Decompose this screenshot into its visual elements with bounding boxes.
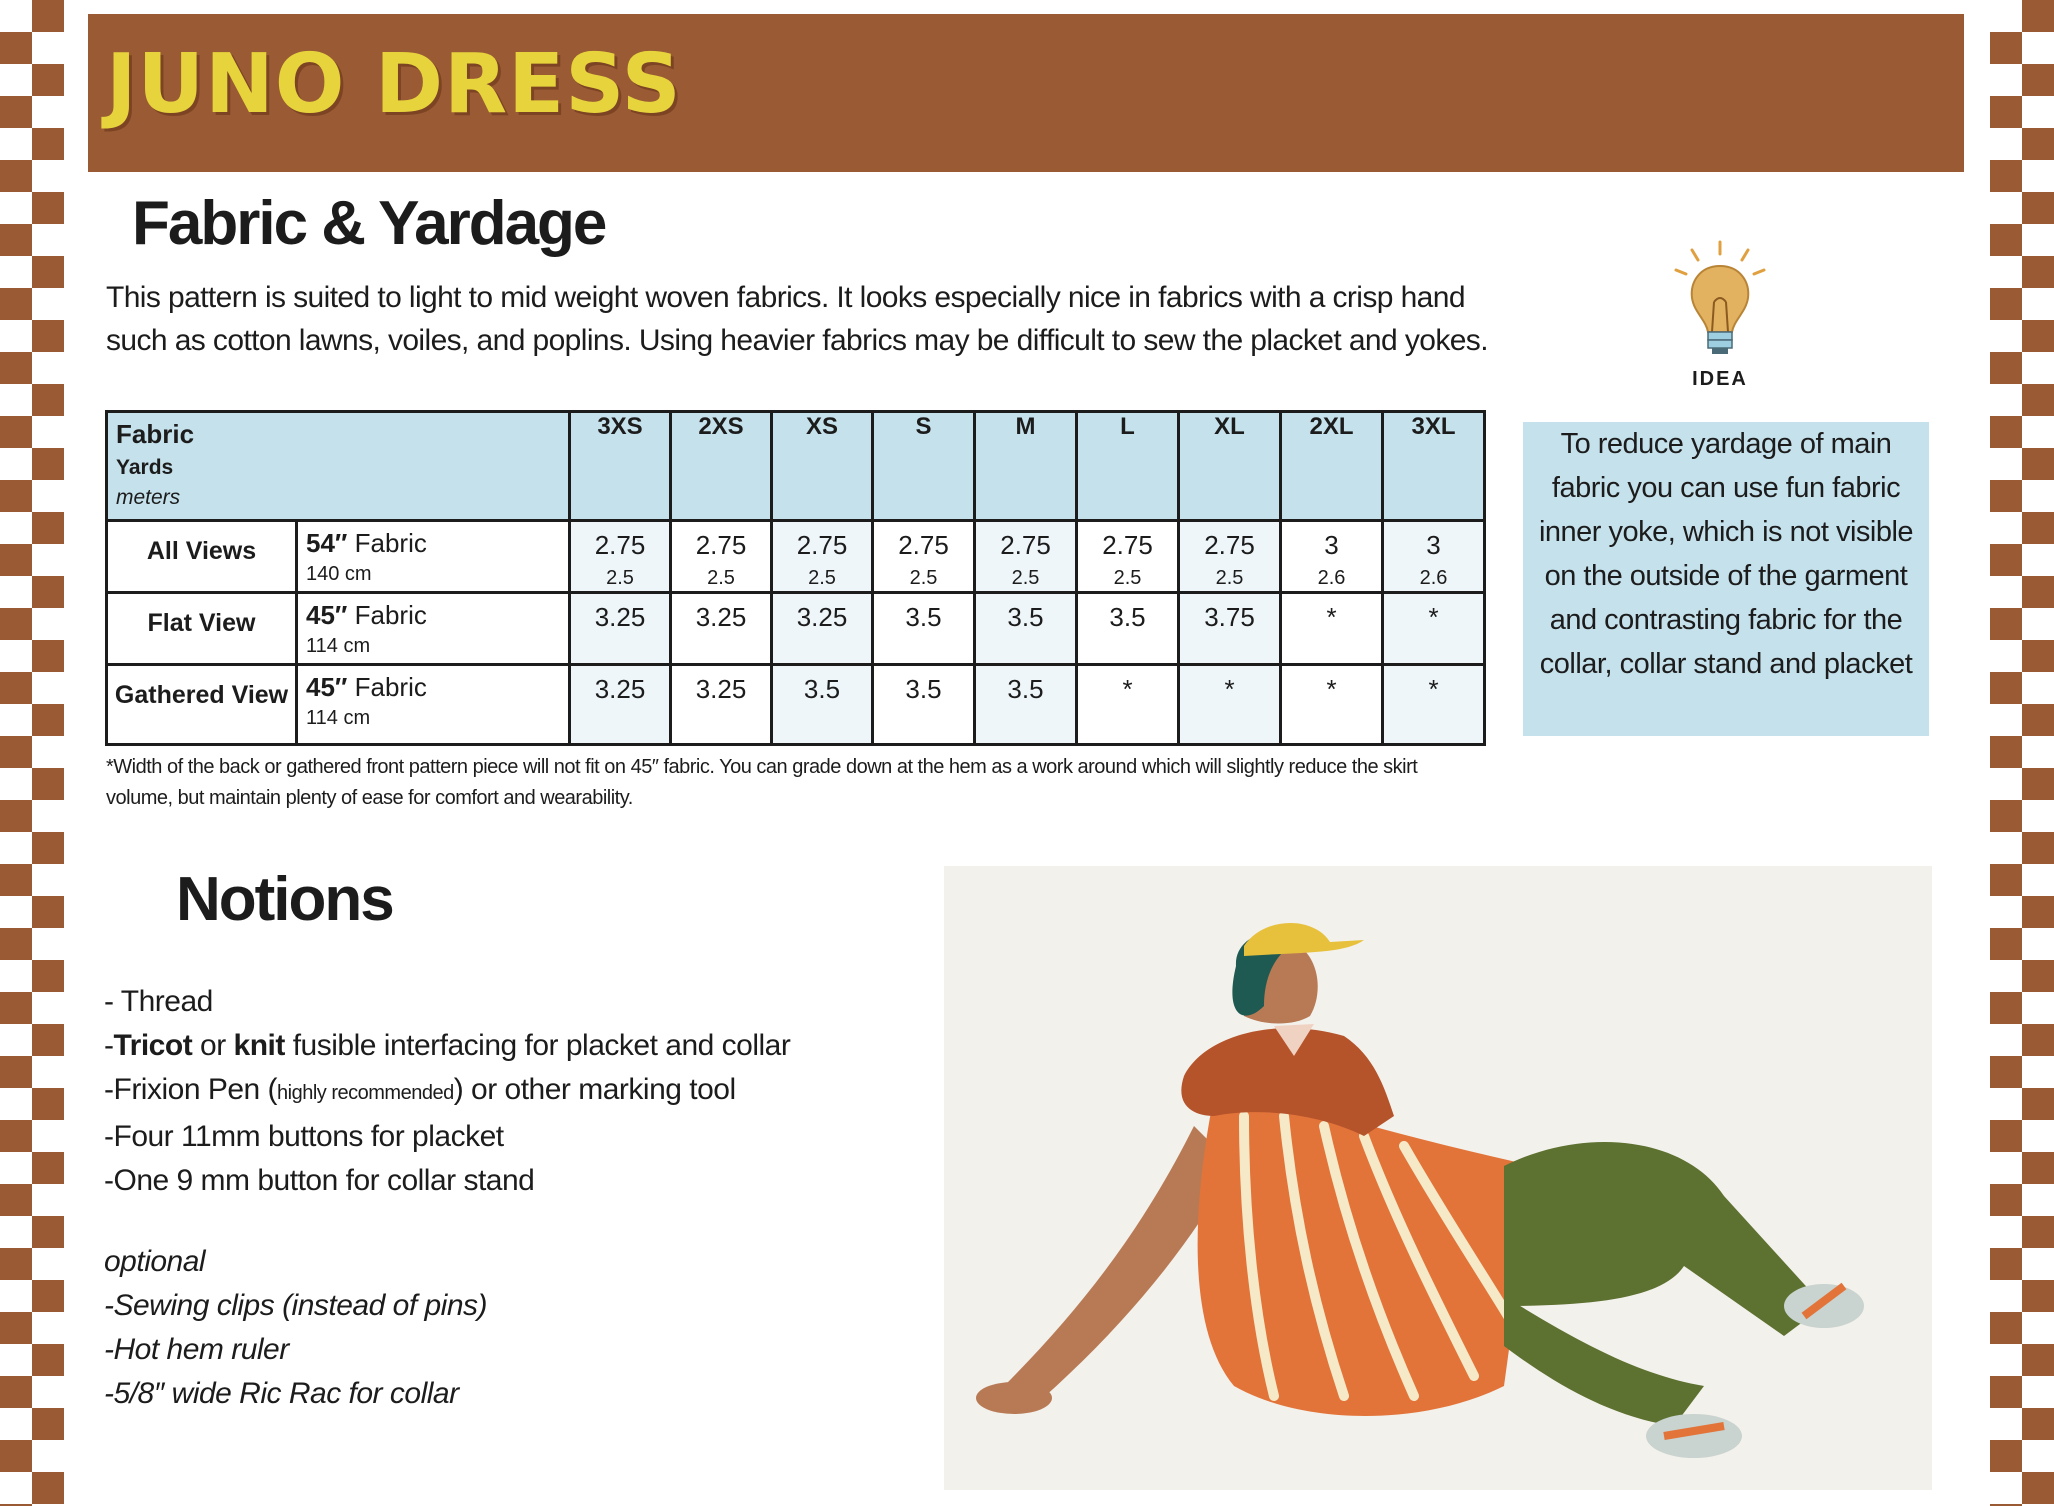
- yardage-cell: *: [1383, 665, 1485, 745]
- list-item: -Frixion Pen (highly recommended) or other marking tool: [104, 1073, 736, 1106]
- fabric-width-inches: 45″: [306, 672, 348, 702]
- yardage-cell: 2.75 2.5: [1179, 521, 1281, 593]
- yards-header-label: Yards: [116, 456, 174, 479]
- fabric-width-inches: 45″: [306, 600, 348, 630]
- idea-callout: [1660, 240, 1780, 402]
- list-item: -One 9 mm button for collar stand: [104, 1164, 535, 1197]
- seated-woman-illustration: [944, 866, 1932, 1490]
- yardage-cell: *: [1281, 593, 1383, 665]
- yardage-cell: 3 2.6: [1383, 521, 1485, 593]
- yardage-cell: 3.5: [772, 665, 873, 745]
- size-header: S: [873, 412, 975, 521]
- yardage-cell: *: [1077, 665, 1179, 745]
- checker-border-right: [1990, 0, 2054, 1506]
- fabric-width-word: Fabric: [354, 528, 427, 558]
- size-header: 2XS: [671, 412, 772, 521]
- yardage-cell: *: [1281, 665, 1383, 745]
- fabric-width-word: Fabric: [354, 672, 427, 702]
- fabric-header-cell: [107, 412, 570, 521]
- list-item: -5/8″ wide Ric Rac for collar: [104, 1377, 459, 1410]
- yardage-tip-text: To reduce yardage of main fabric you can use fun fabric inner yoke, which is not visible on the outside of the garment and contrasting fabric for the collar, collar stand and placket: [1538, 428, 1914, 680]
- list-item: -Hot hem ruler: [104, 1333, 289, 1366]
- list-item: -Four 11mm buttons for placket: [104, 1120, 504, 1153]
- fabric-width-cm: 114 cm: [306, 707, 371, 729]
- view-label: Gathered View: [107, 665, 297, 745]
- fabric-width-word: Fabric: [354, 600, 427, 630]
- fabric-heading: Fabric & Yardage: [132, 189, 606, 258]
- fabric-width-cm: 140 cm: [306, 563, 372, 585]
- yardage-footnote: *Width of the back or gathered front pattern piece will not fit on 45″ fabric. You can grade down at the hem as a work around which will slightly reduce the skirt volume, but maintain plenty of ease for comfort and wearability.: [106, 756, 1418, 809]
- yardage-cell: *: [1179, 665, 1281, 745]
- table-row: [107, 665, 1485, 745]
- yardage-cell: 3.25: [570, 665, 671, 745]
- fabric-width-inches: 54″: [306, 528, 348, 558]
- table-row: [107, 593, 1485, 665]
- checker-border-left: [0, 0, 64, 1506]
- meters-header-label: meters: [116, 486, 181, 509]
- list-item: -Tricot or knit fusible interfacing for placket and collar: [104, 1029, 791, 1062]
- table-row: [107, 521, 1485, 593]
- yardage-cell: 3.5: [873, 665, 975, 745]
- yardage-cell: 3.25: [570, 593, 671, 665]
- yardage-cell: 3.25: [671, 665, 772, 745]
- notions-list: [104, 980, 790, 1203]
- size-header: 3XS: [570, 412, 671, 521]
- pattern-title: JUNO DRESS: [106, 37, 682, 132]
- yardage-cell: *: [1383, 593, 1485, 665]
- yardage-cell: 3 2.6: [1281, 521, 1383, 593]
- table-header-row: [107, 412, 1485, 521]
- yardage-cell: 3.5: [873, 593, 975, 665]
- lightbulb-icon: [1670, 240, 1770, 364]
- yardage-cell: 2.75 2.5: [873, 521, 975, 593]
- list-item: -Sewing clips (instead of pins): [104, 1289, 488, 1322]
- dress-illustration: [944, 866, 1932, 1490]
- yardage-cell: 3.75: [1179, 593, 1281, 665]
- size-header: L: [1077, 412, 1179, 521]
- title-banner: [88, 14, 1964, 172]
- yardage-cell: 3.25: [671, 593, 772, 665]
- size-header: M: [975, 412, 1077, 521]
- fabric-header-label: Fabric: [116, 419, 195, 449]
- notions-heading: Notions: [176, 865, 393, 934]
- optional-heading: optional: [104, 1245, 206, 1278]
- size-header: XL: [1179, 412, 1281, 521]
- yardage-tip-box: [1523, 422, 1929, 736]
- yardage-cell: 2.75 2.5: [975, 521, 1077, 593]
- fabric-width-cell: [297, 521, 570, 593]
- fabric-width-cell: [297, 665, 570, 745]
- yardage-cell: 3.25: [772, 593, 873, 665]
- yardage-cell: 2.75 2.5: [1077, 521, 1179, 593]
- optional-notions-list: [104, 1240, 487, 1416]
- yardage-cell: 3.5: [1077, 593, 1179, 665]
- yardage-cell: 2.75 2.5: [570, 521, 671, 593]
- view-label: All Views: [107, 521, 297, 593]
- yardage-table: [105, 410, 1486, 746]
- yardage-cell: 3.5: [975, 665, 1077, 745]
- idea-label: IDEA: [1692, 368, 1748, 390]
- yardage-cell: 3.5: [975, 593, 1077, 665]
- size-header: XS: [772, 412, 873, 521]
- fabric-intro: This pattern is suited to light to mid weight woven fabrics. It looks especially nice in fabrics with a crisp hand such as cotton lawns, voiles, and poplins. Using heavier fabrics may be difficult to sew the placket and yokes.: [106, 281, 1488, 357]
- view-label: Flat View: [107, 593, 297, 665]
- fabric-width-cell: [297, 593, 570, 665]
- list-item: - Thread: [104, 985, 213, 1018]
- yardage-cell: 2.75 2.5: [772, 521, 873, 593]
- yardage-cell: 2.75 2.5: [671, 521, 772, 593]
- size-header: 3XL: [1383, 412, 1485, 521]
- fabric-width-cm: 114 cm: [306, 635, 371, 657]
- size-header: 2XL: [1281, 412, 1383, 521]
